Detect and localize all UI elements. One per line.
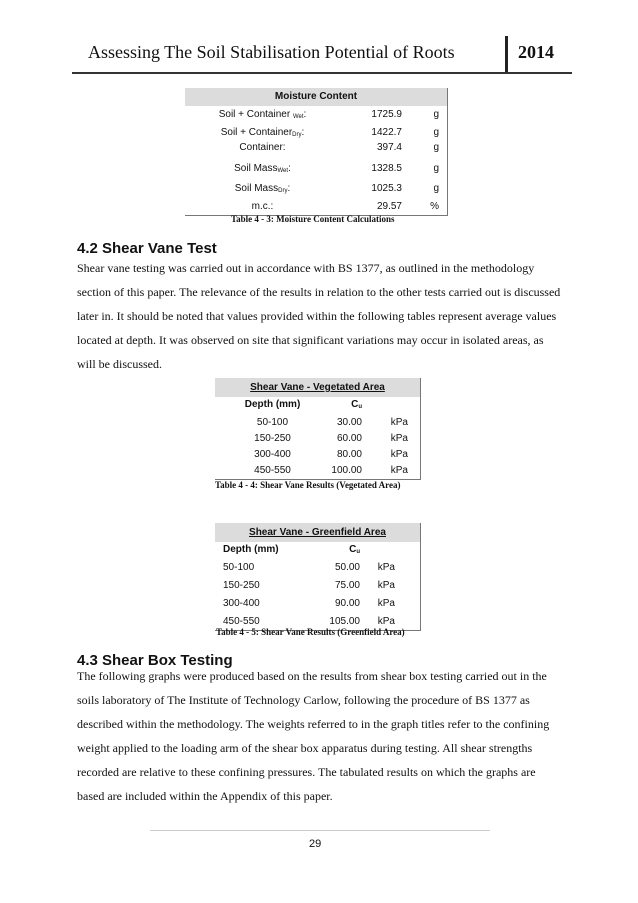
cell-unit: kPa [377,580,395,591]
section-heading: 4.2 Shear Vane Test [77,240,217,257]
cell-value: 60.00 [336,433,362,444]
cell-depth: 50-100 [223,562,255,573]
cell-value: 90.00 [334,598,360,609]
table-row [215,463,420,479]
row-label: Soil + Container Wet: [218,109,307,120]
cell-value: 80.00 [336,449,362,460]
row-value: 1725.9 [371,109,402,120]
shear-vane-vegetated-table [215,378,421,480]
cell-unit: kPa [377,562,395,573]
table-row [215,560,420,578]
table-row [185,157,447,178]
table-title: Moisture Content [185,88,447,106]
cell-value: 30.00 [336,417,362,428]
table-title: Shear Vane - Vegetated Area [215,378,420,397]
table-caption: Table 4 - 4: Shear Vane Results (Vegetated Area) [215,480,401,490]
cell-unit: kPa [390,465,408,476]
column-header-depth: Depth (mm) [244,399,301,410]
row-label: Container: [239,142,286,153]
document-header-year: 2014 [518,42,554,62]
cell-value: 75.00 [334,580,360,591]
cell-value: 50.00 [334,562,360,573]
cell-depth: 450-550 [223,616,260,627]
row-value: 1025.3 [371,183,402,194]
cell-depth: 150-250 [223,580,260,591]
row-label: Soil MassDry: [234,183,291,194]
cell-depth: 300-400 [254,449,291,460]
cell-unit: kPa [390,417,408,428]
moisture-content-table [185,88,448,216]
table-row [215,431,420,447]
row-unit: g [433,163,439,174]
section-paragraph: The following graphs were produced based on the results from shear box testing carried out in the soils laboratory of The Institute of Technology Carlow, following the procedure of BS 1377 as described within the methodology. The weights referred to in the graph titles refer to the confining weight applied to the loading arm of the shear box apparatus during testing. All shear strengths recorded are relative to these confining pressures. The tabulated results on which the graphs are based are included within the Appendix of this paper. [77,669,550,803]
column-header-cu: Cu [351,399,362,410]
column-header-depth: Depth (mm) [223,544,279,555]
table-caption: Table 4 - 5: Shear Vane Results (Greenfield Area) [216,627,405,637]
table-row [185,106,447,124]
row-unit: g [433,127,439,138]
row-label: Soil MassWet: [234,163,291,174]
page-number: 29 [309,838,322,850]
cell-value: 105.00 [329,616,360,627]
table-row [215,447,420,463]
table-header-row [215,542,420,560]
table-caption: Table 4 - 3: Moisture Content Calculations [231,214,395,224]
cell-value: 100.00 [331,465,362,476]
table-row [185,142,447,157]
cell-depth: 50-100 [256,417,289,428]
document-header-title: Assessing The Soil Stabilisation Potential of Roots [88,42,455,62]
cell-unit: kPa [390,449,408,460]
cell-unit: kPa [377,616,395,627]
row-label: m.c.: [251,201,274,212]
row-value: 1328.5 [371,163,402,174]
row-unit: % [430,201,439,212]
header-divider [505,36,508,74]
table-row [185,178,447,197]
row-value: 29.57 [376,201,402,212]
row-label: Soil + ContainerDry: [220,127,305,138]
shear-vane-greenfield-table [215,523,421,631]
cell-depth: 300-400 [223,598,260,609]
row-unit: g [433,109,439,120]
cell-depth: 450-550 [254,465,291,476]
table-row [185,124,447,142]
table-row [215,596,420,614]
row-unit: g [433,142,439,153]
table-title: Shear Vane - Greenfield Area [215,523,420,542]
table-row [185,197,447,215]
header-rule [72,72,572,74]
table-row [215,415,420,431]
row-value: 397.4 [376,142,402,153]
section-heading: 4.3 Shear Box Testing [77,652,233,669]
cell-unit: kPa [377,598,395,609]
table-row [215,578,420,596]
row-value: 1422.7 [371,127,402,138]
column-header-cu: Cu [349,544,360,555]
section-paragraph: Shear vane testing was carried out in accordance with BS 1377, as outlined in the methodology section of this paper. The relevance of the results in relation to the other tests carried out is discussed later in. It should be noted that values provided within the following tables represent average values located at depth. It was observed on site that significant variations may occur in isolated areas, as will be discussed. [77,261,561,371]
cell-depth: 150-250 [254,433,291,444]
footer-rule [150,830,490,831]
row-unit: g [433,183,439,194]
cell-unit: kPa [390,433,408,444]
table-header-row [215,397,420,415]
